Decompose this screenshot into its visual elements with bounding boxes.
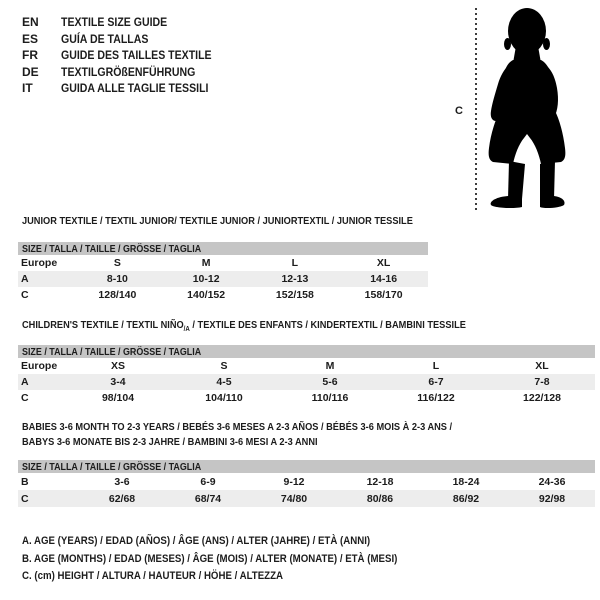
toddler-silhouette-icon — [482, 6, 572, 209]
row-label: Europe — [21, 360, 58, 372]
children-table-title-text — [22, 319, 466, 333]
value-cell: 4-5 — [171, 374, 277, 390]
row-label: B — [21, 475, 29, 488]
size-header-label: SIZE / TALLA / TAILLE / GRÖSSE / TAGLIA — [18, 460, 595, 473]
value-cell: 10-12 — [162, 271, 251, 287]
note-age-months: B. AGE (MONTHS) / EDAD (MESES) / ÂGE (MOIS) / ALTER (MONATE) / ETÀ (MESI) — [22, 552, 398, 565]
language-row — [22, 14, 232, 31]
guide-title: TEXTILE SIZE GUIDE — [61, 15, 168, 30]
height-dotted-line — [475, 8, 477, 210]
row-label: A — [18, 271, 73, 287]
value-cell: 8-10 — [73, 271, 162, 287]
table-row — [18, 255, 428, 271]
value-cell: 3-4 — [65, 374, 171, 390]
value-cell: S — [220, 360, 228, 372]
table-row — [18, 271, 428, 287]
language-code: EN — [22, 15, 39, 30]
junior-size-table — [18, 242, 428, 303]
value-cell: 74/80 — [251, 490, 337, 507]
children-title-sub: /A — [183, 326, 190, 334]
value-cell: XL — [376, 257, 391, 269]
value-cell: XS — [110, 360, 125, 372]
value-cell: 12-18 — [366, 475, 394, 488]
value-cell: 18-24 — [452, 475, 480, 488]
table-row — [18, 358, 595, 374]
size-header-row — [18, 242, 428, 255]
value-cell: 62/68 — [79, 490, 165, 507]
value-cell: 12-13 — [251, 271, 340, 287]
language-row — [22, 64, 232, 81]
language-row — [22, 80, 232, 97]
table-row — [18, 390, 595, 406]
guide-title: GUIDE DES TAILLES TEXTILE — [61, 48, 212, 63]
babies-title-line2: BABYS 3-6 MONATE BIS 2-3 JAHRE / BAMBINI 3-6 MESI A 2-3 ANNI — [22, 436, 318, 448]
size-header-label: SIZE / TALLA / TAILLE / GRÖSSE / TAGLIA — [18, 345, 595, 358]
guide-title: GUÍA DE TALLAS — [61, 31, 149, 46]
value-cell: 110/116 — [311, 392, 349, 404]
children-title-post: / TEXTILE DES ENFANTS / KINDERTEXTIL / BAMBINI TESSILE — [189, 319, 466, 331]
value-cell: 152/158 — [275, 289, 314, 301]
value-cell: 92/98 — [509, 490, 595, 507]
value-cell: L — [432, 360, 440, 372]
value-cell: 6-9 — [200, 475, 216, 488]
guide-title: TEXTILGRÖßENFÜHRUNG — [61, 64, 196, 79]
value-cell: 140/152 — [187, 289, 226, 301]
language-code: ES — [22, 31, 39, 46]
language-row — [22, 31, 232, 48]
legend-notes — [22, 535, 449, 588]
value-cell: 3-6 — [114, 475, 130, 488]
note-height-cm: C. (cm) HEIGHT / ALTURA / HAUTEUR / HÖHE / ALTEZZA — [22, 570, 284, 582]
table-row — [18, 287, 428, 303]
size-header-row — [18, 345, 595, 358]
value-cell: S — [113, 257, 121, 269]
language-row — [22, 47, 232, 64]
row-label: C — [21, 289, 29, 301]
value-cell: 14-16 — [339, 271, 428, 287]
height-marker-label: C — [455, 105, 463, 117]
language-title-block — [22, 14, 232, 97]
value-cell: 24-36 — [538, 475, 566, 488]
row-label: A — [18, 374, 65, 390]
value-cell: M — [325, 360, 335, 372]
value-cell: 122/128 — [523, 392, 561, 404]
language-code: IT — [22, 81, 33, 96]
value-cell: 9-12 — [283, 475, 305, 488]
junior-table-title-text: JUNIOR TEXTILE / TEXTIL JUNIOR/ TEXTILE JUNIOR / JUNIORTEXTIL / JUNIOR TESSILE — [22, 215, 413, 227]
value-cell: 7-8 — [489, 374, 595, 390]
language-code: DE — [22, 64, 39, 79]
size-header-row — [18, 460, 595, 473]
value-cell: 158/170 — [364, 289, 403, 301]
junior-table-title — [22, 215, 466, 227]
children-size-table — [18, 345, 595, 406]
value-cell: 98/104 — [101, 392, 135, 404]
value-cell: XL — [535, 360, 549, 372]
children-table-title — [22, 319, 526, 333]
babies-table-title — [22, 420, 511, 450]
size-header-label: SIZE / TALLA / TAILLE / GRÖSSE / TAGLIA — [18, 242, 428, 255]
value-cell: M — [201, 257, 211, 269]
children-title-pre: CHILDREN'S TEXTILE / TEXTIL NIÑO — [22, 319, 184, 331]
value-cell: 6-7 — [383, 374, 489, 390]
value-cell: 128/140 — [98, 289, 137, 301]
guide-title: GUIDA ALLE TAGLIE TESSILI — [61, 81, 209, 96]
row-label: C — [18, 490, 79, 507]
babies-size-table — [18, 460, 595, 507]
language-code: FR — [22, 48, 38, 63]
value-cell: 86/92 — [423, 490, 509, 507]
table-row — [18, 490, 595, 507]
value-cell: 68/74 — [165, 490, 251, 507]
table-row — [18, 473, 595, 490]
table-row — [18, 374, 595, 390]
value-cell: 5-6 — [277, 374, 383, 390]
value-cell: 104/110 — [205, 392, 243, 404]
row-label: C — [21, 392, 29, 404]
babies-title-line1: BABIES 3-6 MONTH TO 2-3 YEARS / BEBÉS 3-6 MESES A 2-3 AÑOS / BÉBÉS 3-6 MOIS À 2-3 ANS / — [22, 421, 453, 433]
value-cell: 116/122 — [417, 392, 455, 404]
value-cell: 80/86 — [337, 490, 423, 507]
row-label: Europe — [21, 257, 58, 269]
note-age-years: A. AGE (YEARS) / EDAD (AÑOS) / ÂGE (ANS) / ALTER (JAHRE) / ETÀ (ANNI) — [22, 535, 371, 547]
value-cell: L — [291, 257, 299, 269]
